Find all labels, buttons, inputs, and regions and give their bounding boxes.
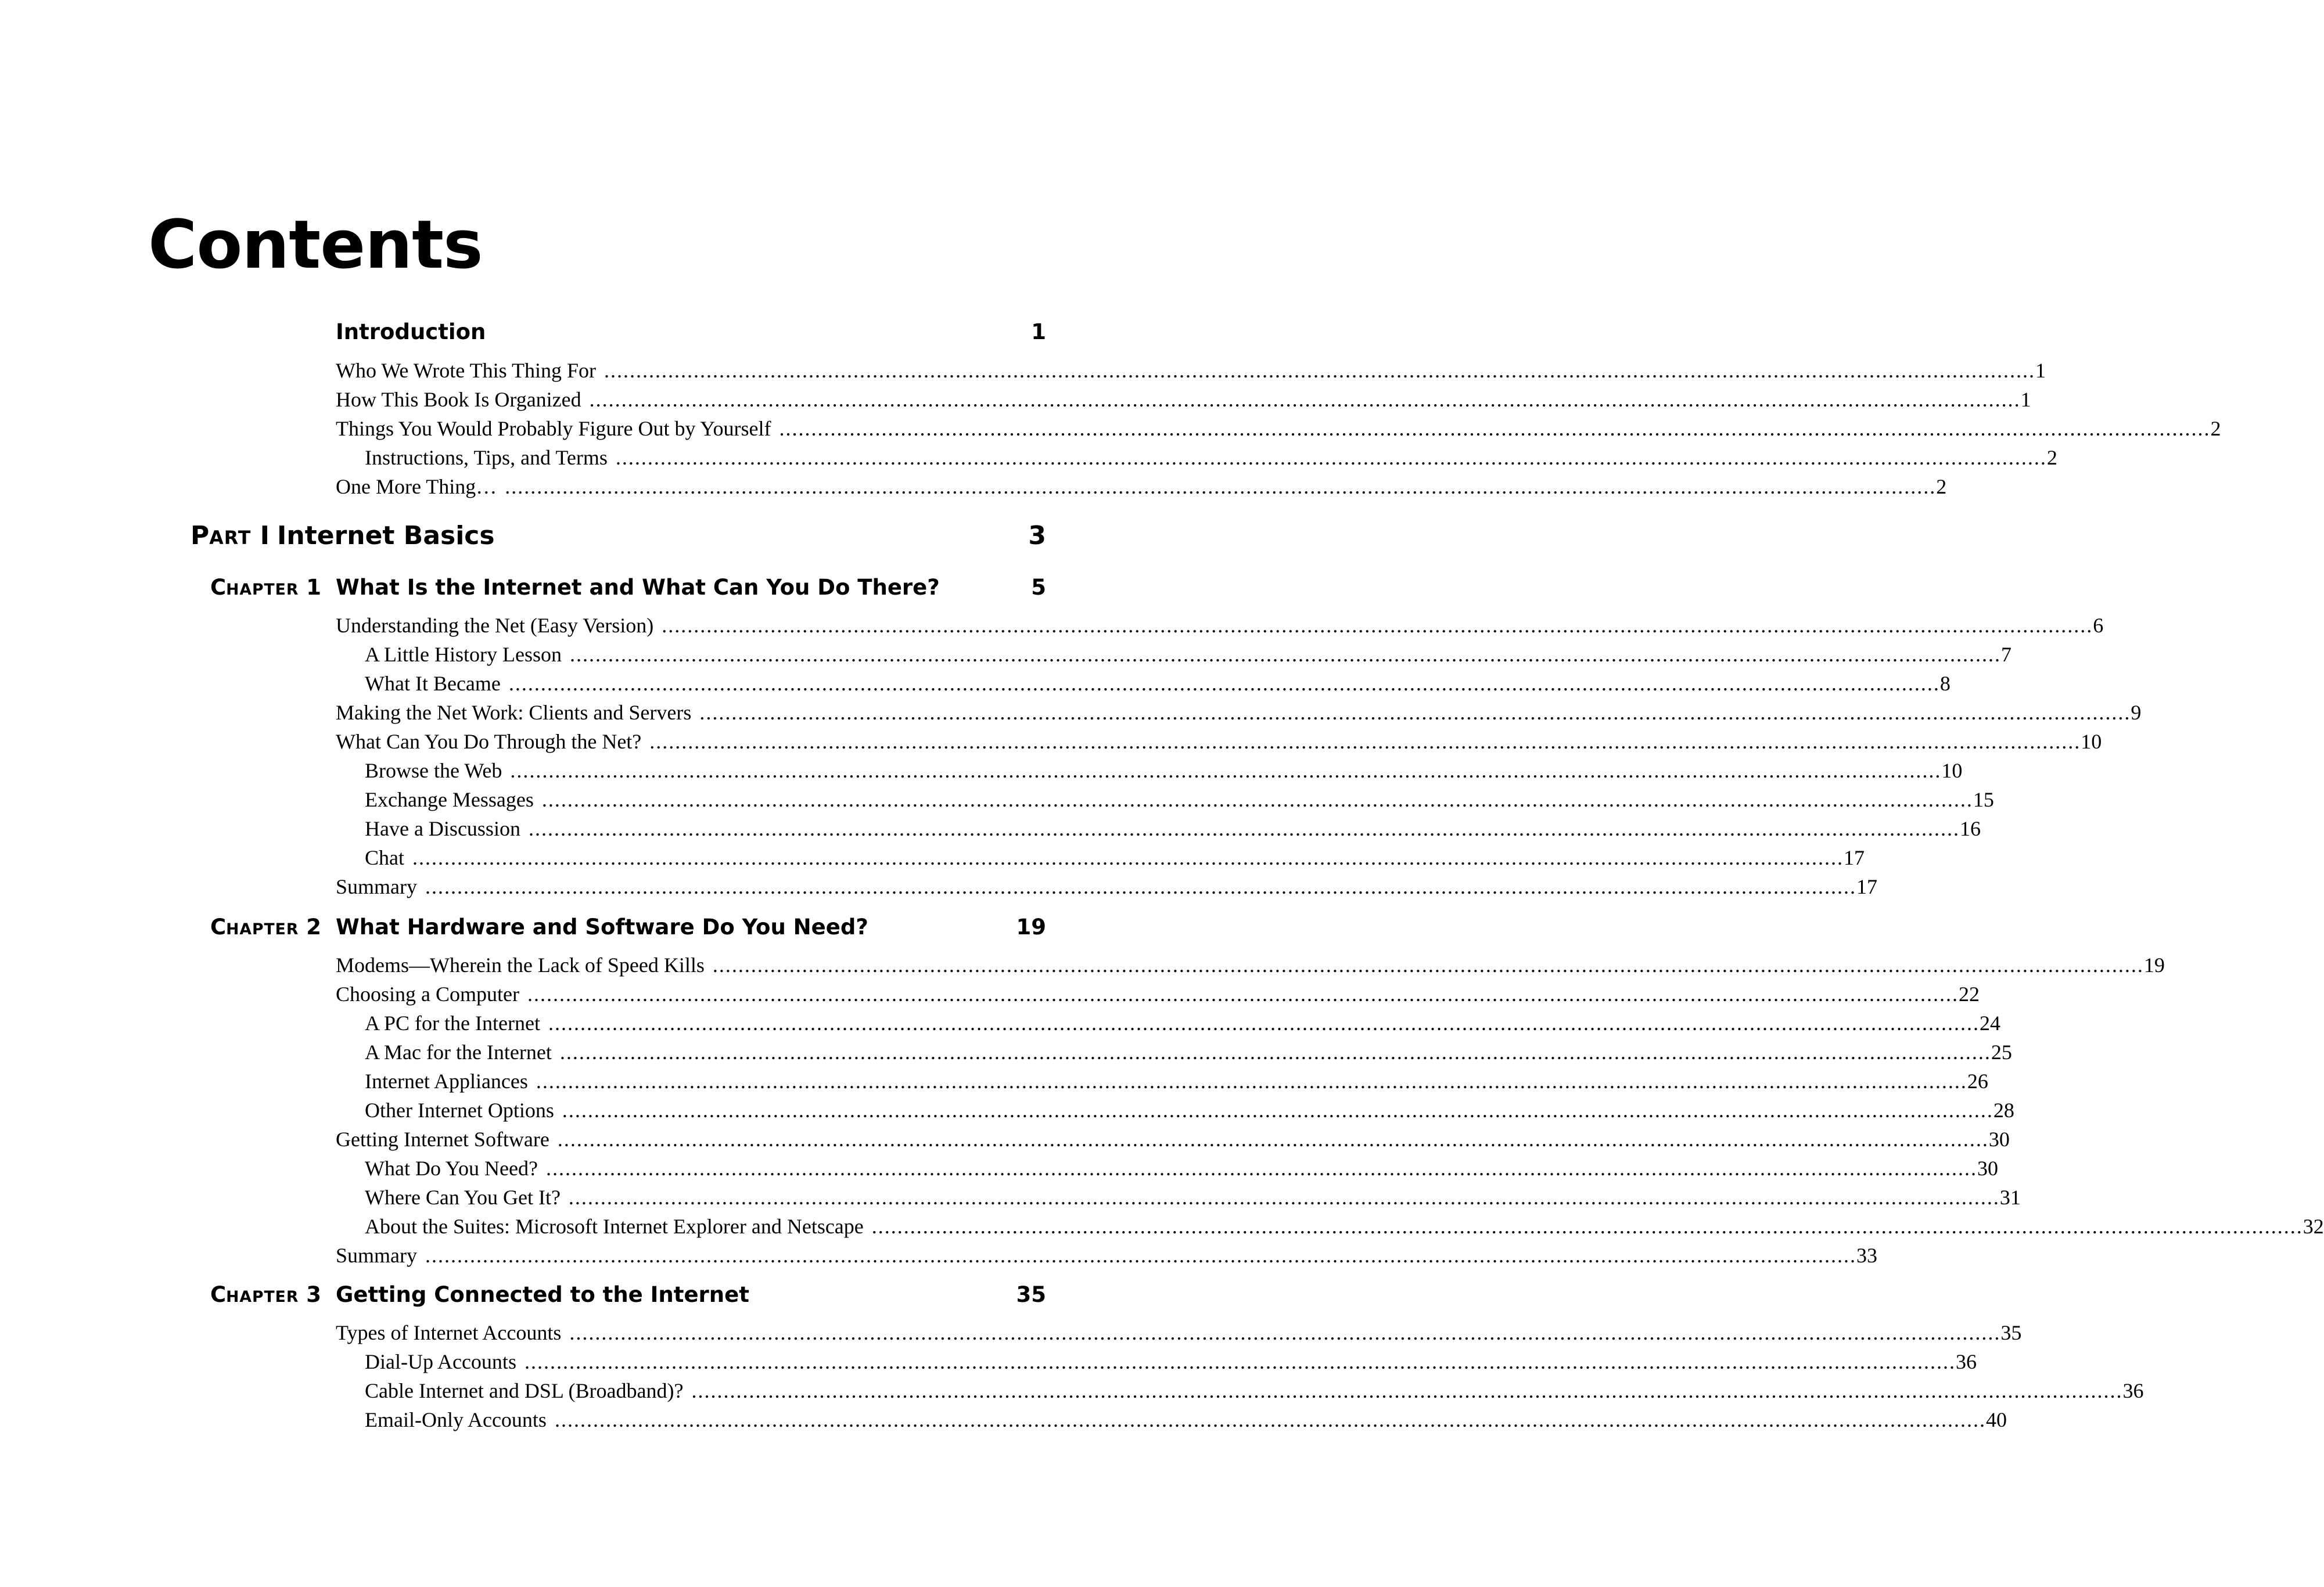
dot-leader: ................................................................................................................................................................................................................................ [559, 1041, 1991, 1064]
toc-entry-label: Where Can You Get It? [365, 1186, 561, 1209]
toc-entry-label: How This Book Is Organized [336, 388, 581, 411]
toc-entry[interactable] [336, 872, 1877, 901]
toc-entry-page: 6 [2093, 614, 2104, 637]
toc-entry-label: Dial-Up Accounts [365, 1350, 516, 1373]
toc-entry-page: 2 [2210, 417, 2221, 440]
chapter-title: Getting Connected to the Internet [336, 1282, 749, 1307]
dot-leader: ................................................................................................................................................................................................................................ [569, 1321, 2001, 1344]
toc-entry-label: Email-Only Accounts [365, 1408, 547, 1431]
toc-entry[interactable] [365, 640, 2012, 669]
dot-leader: ................................................................................................................................................................................................................................ [524, 1350, 1956, 1373]
toc-entry-page: 1 [2035, 359, 2046, 382]
toc-entry-page: 9 [2131, 701, 2142, 724]
part-label: PART I [191, 521, 270, 550]
toc-entry[interactable] [336, 1241, 1877, 1270]
toc-entry-page: 28 [1993, 1099, 2014, 1122]
toc-entry[interactable] [336, 472, 1947, 501]
toc-entry-page: 7 [2000, 643, 2012, 666]
toc-entry-label: Who We Wrote This Thing For [336, 359, 596, 382]
toc-entry-label: One More Thing… [336, 475, 497, 498]
toc-entry[interactable] [365, 1405, 2007, 1434]
toc-entry[interactable] [336, 951, 2165, 980]
toc-entry[interactable] [365, 756, 1963, 785]
toc-entry-label: Exchange Messages [365, 788, 534, 811]
chapter-title: What Hardware and Software Do You Need? [336, 915, 868, 940]
part-title: Internet Basics [277, 521, 495, 550]
toc-entry[interactable] [336, 414, 2221, 443]
toc-entry-label: What Do You Need? [365, 1157, 538, 1180]
dot-leader: ................................................................................................................................................................................................................................ [527, 983, 1959, 1006]
toc-entry-page: 19 [2143, 953, 2165, 977]
dot-leader: ................................................................................................................................................................................................................................ [604, 359, 2035, 382]
toc-entry-label: Things You Would Probably Figure Out by Yourself [336, 417, 771, 440]
chapter-page: 35 [1016, 1282, 1046, 1307]
toc-entry-page: 8 [1939, 672, 1951, 695]
toc-entry[interactable] [365, 1067, 1988, 1096]
toc-entry[interactable] [365, 1009, 2000, 1038]
dot-leader: ................................................................................................................................................................................................................................ [528, 817, 1960, 840]
dot-leader: ................................................................................................................................................................................................................................ [712, 953, 2144, 977]
dot-leader: ................................................................................................................................................................................................................................ [548, 1012, 1980, 1035]
dot-leader: ................................................................................................................................................................................................................................ [412, 846, 1844, 869]
toc-entry-label: Types of Internet Accounts [336, 1321, 562, 1344]
toc-entry-label: A PC for the Internet [365, 1012, 540, 1035]
toc-entry-label: Cable Internet and DSL (Broadband)? [365, 1379, 684, 1402]
toc-entry-page: 26 [1967, 1070, 1988, 1093]
toc-entry-page: 2 [2046, 446, 2057, 469]
toc-entry-label: Getting Internet Software [336, 1128, 549, 1151]
toc-entry-page: 32 [2303, 1215, 2324, 1238]
toc-entry[interactable] [365, 1376, 2144, 1405]
toc-entry[interactable] [336, 1125, 2010, 1154]
toc-entry-page: 22 [1958, 983, 1980, 1006]
toc-entry[interactable] [365, 1154, 1998, 1183]
toc-entry[interactable] [336, 698, 2142, 727]
dot-leader: ................................................................................................................................................................................................................................ [505, 475, 1937, 498]
toc-entry-page: 16 [1959, 817, 1981, 840]
toc-entry[interactable] [365, 1347, 1977, 1376]
dot-leader: ................................................................................................................................................................................................................................ [699, 701, 2131, 724]
chapter-label: CHAPTER 1 [210, 575, 321, 600]
dot-leader: ................................................................................................................................................................................................................................ [510, 759, 1942, 782]
toc-entry-label: What Can You Do Through the Net? [336, 730, 642, 753]
toc-entry-page: 33 [1856, 1244, 1877, 1267]
toc-entry-page: 40 [1985, 1408, 2007, 1431]
toc-entry-page: 36 [2122, 1379, 2144, 1402]
dot-leader: ................................................................................................................................................................................................................................ [662, 614, 2093, 637]
toc-entry-page: 30 [1977, 1157, 1998, 1180]
toc-entry[interactable] [365, 814, 1981, 843]
dot-leader: ................................................................................................................................................................................................................................ [569, 643, 2001, 666]
dot-leader: ................................................................................................................................................................................................................................ [649, 730, 2081, 753]
chapter-label: CHAPTER 3 [210, 1282, 321, 1307]
toc-entry-label: About the Suites: Microsoft Internet Explorer and Netscape [365, 1215, 864, 1238]
toc-entry-page: 36 [1955, 1350, 1977, 1373]
chapter-label: CHAPTER 2 [210, 915, 321, 940]
toc-entry[interactable] [365, 669, 1951, 698]
toc-entry[interactable] [365, 1212, 2324, 1241]
part-page: 3 [1028, 521, 1046, 550]
toc-entry[interactable] [336, 727, 2102, 756]
dot-leader: ................................................................................................................................................................................................................................ [541, 788, 1973, 811]
toc-entry[interactable] [336, 356, 2046, 385]
dot-leader: ................................................................................................................................................................................................................................ [536, 1070, 1967, 1093]
toc-entry[interactable] [365, 843, 1865, 872]
dot-leader: ................................................................................................................................................................................................................................ [562, 1099, 1993, 1122]
chapter-page: 19 [1016, 915, 1046, 940]
toc-entry-page: 10 [1941, 759, 1963, 782]
toc-entry[interactable] [336, 980, 1980, 1009]
toc-entry-label: A Little History Lesson [365, 643, 562, 666]
chapter-title: What Is the Internet and What Can You Do There? [336, 575, 940, 600]
toc-entry[interactable] [336, 385, 2031, 414]
toc-entry-page: 10 [2081, 730, 2102, 753]
dot-leader: ................................................................................................................................................................................................................................ [691, 1379, 2123, 1402]
chapter-page: 5 [1031, 575, 1046, 600]
toc-entry-page: 2 [1936, 475, 1947, 498]
dot-leader: ................................................................................................................................................................................................................................ [615, 446, 2047, 469]
toc-entry-label: A Mac for the Internet [365, 1041, 552, 1064]
toc-entry[interactable] [365, 443, 2057, 472]
toc-entry-label: Understanding the Net (Easy Version) [336, 614, 654, 637]
toc-entry-page: 17 [1856, 875, 1877, 898]
dot-leader: ................................................................................................................................................................................................................................ [589, 388, 2021, 411]
page-title: Contents [148, 206, 483, 284]
toc-entry[interactable] [365, 1038, 2012, 1067]
toc-entry-label: Making the Net Work: Clients and Servers [336, 701, 692, 724]
dot-leader: ................................................................................................................................................................................................................................ [508, 672, 1940, 695]
toc-entry-page: 35 [2000, 1321, 2022, 1344]
introduction-title: Introduction [336, 319, 486, 344]
toc-entry-page: 17 [1844, 846, 1865, 869]
dot-leader: ................................................................................................................................................................................................................................ [871, 1215, 2303, 1238]
toc-entry[interactable] [365, 1183, 2021, 1212]
toc-entry[interactable] [365, 1096, 2014, 1125]
toc-entry-label: Other Internet Options [365, 1099, 554, 1122]
toc-entry-page: 24 [1979, 1012, 2000, 1035]
toc-entry-label: Browse the Web [365, 759, 502, 782]
toc-entry-label: Summary [336, 875, 417, 898]
toc-entry-label: Choosing a Computer [336, 983, 519, 1006]
dot-leader: ................................................................................................................................................................................................................................ [557, 1128, 1989, 1151]
dot-leader: ................................................................................................................................................................................................................................ [779, 417, 2211, 440]
toc-entry-label: What It Became [365, 672, 501, 695]
toc-entry-page: 15 [1973, 788, 1994, 811]
toc-entry-page: 31 [1999, 1186, 2021, 1209]
introduction-page: 1 [1031, 319, 1046, 344]
dot-leader: ................................................................................................................................................................................................................................ [568, 1186, 2000, 1209]
dot-leader: ................................................................................................................................................................................................................................ [425, 1244, 1856, 1267]
dot-leader: ................................................................................................................................................................................................................................ [425, 875, 1856, 898]
toc-entry-page: 1 [2020, 388, 2031, 411]
toc-entry[interactable] [365, 785, 1994, 814]
toc-entry-page: 30 [1988, 1128, 2010, 1151]
toc-entry[interactable] [336, 611, 2104, 640]
toc-entry-label: Instructions, Tips, and Terms [365, 446, 608, 469]
dot-leader: ................................................................................................................................................................................................................................ [545, 1157, 1977, 1180]
toc-entry-label: Internet Appliances [365, 1070, 528, 1093]
dot-leader: ................................................................................................................................................................................................................................ [554, 1408, 1986, 1431]
toc-entry-label: Summary [336, 1244, 417, 1267]
toc-entry-label: Modems—Wherein the Lack of Speed Kills [336, 953, 705, 977]
toc-entry[interactable] [336, 1318, 2022, 1347]
toc-entry-label: Chat [365, 846, 404, 869]
toc-entry-page: 25 [1991, 1041, 2012, 1064]
toc-entry-label: Have a Discussion [365, 817, 520, 840]
